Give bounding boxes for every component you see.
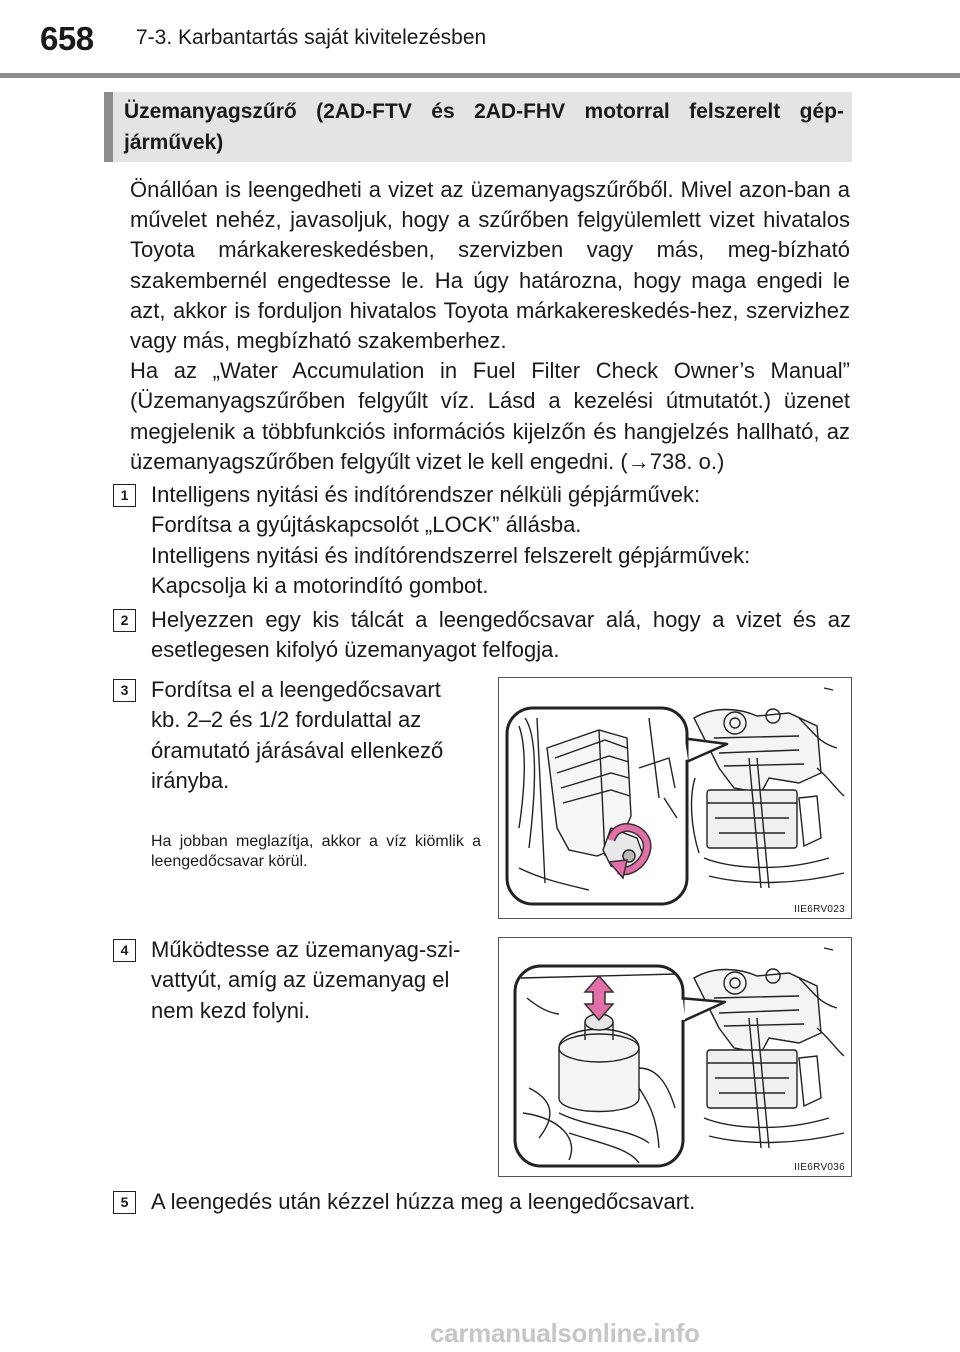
section-title: Üzemanyagszűrő (2AD-FTV és 2AD-FHV motorral felszerelt gép-járművek) (124, 100, 844, 154)
step-3-note: Ha jobban meglazítja, akkor a víz kiömlik a leengedőcsavar körül. (151, 833, 481, 870)
step-4-line-1: Működtesse az üzemanyag-szi- (151, 937, 461, 962)
step-4-text (151, 935, 491, 1026)
step-number-2: 2 (113, 609, 136, 632)
header-rule (0, 73, 960, 78)
step-1-line-1: Intelligens nyitási és indítórendszer nélküli gépjárművek: (151, 482, 701, 507)
step-1-line-4: Kapcsolja ki a motorindító gombot. (151, 572, 489, 598)
step-number-3: 3 (113, 679, 136, 702)
intro-paragraph-2: Ha az „Water Accumulation in Fuel Filter Check Owner’s Manual” (Üzemanyagszűrőben felgyűlt víz. Lásd a kezelési útmutatót.) üzenet megjelenik a többfunkciós információs kijelzőn és hangjelzés hallható, az üzemanyagszűrőben felgyűlt vizet le kell engedni. (→738. o.) (130, 358, 850, 474)
step-1-line-2: Fordítsa a gyújtáskapcsolót „LOCK” állásba. (151, 512, 582, 538)
fuel-filter-priming-pump-illustration (499, 938, 852, 1177)
step-1-line-3: Intelligens nyitási és indítórendszerrel felszerelt gépjárművek: (151, 542, 751, 568)
intro-text (130, 175, 850, 477)
step-number-1: 1 (113, 484, 136, 507)
page-number: 658 (40, 20, 94, 57)
watermark: carmanualsonline.info (430, 1318, 700, 1348)
step-3-line-4: irányba. (151, 767, 230, 793)
step-3-line-2: kb. 2–2 és 1/2 fordulattal az (151, 707, 422, 733)
figure-code-1: IIE6RV023 (794, 904, 845, 915)
intro-paragraph-1: Önállóan is leengedheti a vizet az üzemanyagszűrőből. Mivel azon-ban a művelet nehéz, javasoljuk, hogy a szűrőben felgyülemlett vizet hivatalos Toyota márkakereskedésben, szervizben vagy más, meg-bízható szakembernél engedtesse le. Ha úgy határozna, hogy maga engedi le azt, akkor is forduljon hivatalos Toyota márkakereskedés-hez, szervizhez vagy más, megbízható szakemberhez. (130, 177, 850, 354)
chapter-title: 7-3. Karbantartás saját kivitelezésben (136, 26, 487, 49)
section-heading-bar (104, 92, 113, 162)
section-heading (104, 92, 852, 162)
step-2-text: Helyezzen egy kis tálcát a leengedőcsavar alá, hogy a vizet és az esetlegesen kifolyó üzemanyagot felfogja. (151, 607, 851, 663)
figure-code-2: IIE6RV036 (794, 1162, 845, 1173)
step-number-4: 4 (113, 939, 136, 962)
step-4-line-2: vattyút, amíg az üzemanyag el (151, 967, 450, 993)
figure-drain-plug (498, 677, 852, 919)
step-4-line-3: nem kezd folyni. (151, 997, 310, 1023)
fuel-filter-drain-plug-illustration (499, 678, 852, 919)
step-5-text: A leengedés után kézzel húzza meg a leengedőcsavart. (151, 1189, 696, 1214)
figure-priming-pump (498, 937, 852, 1177)
step-1-text (151, 480, 851, 601)
step-3-text (151, 675, 491, 796)
step-3-line-1: Fordítsa el a leengedőcsavart (151, 677, 441, 702)
step-number-5: 5 (113, 1191, 136, 1214)
step-3-line-3: óramutató járásával ellenkező (151, 737, 444, 763)
